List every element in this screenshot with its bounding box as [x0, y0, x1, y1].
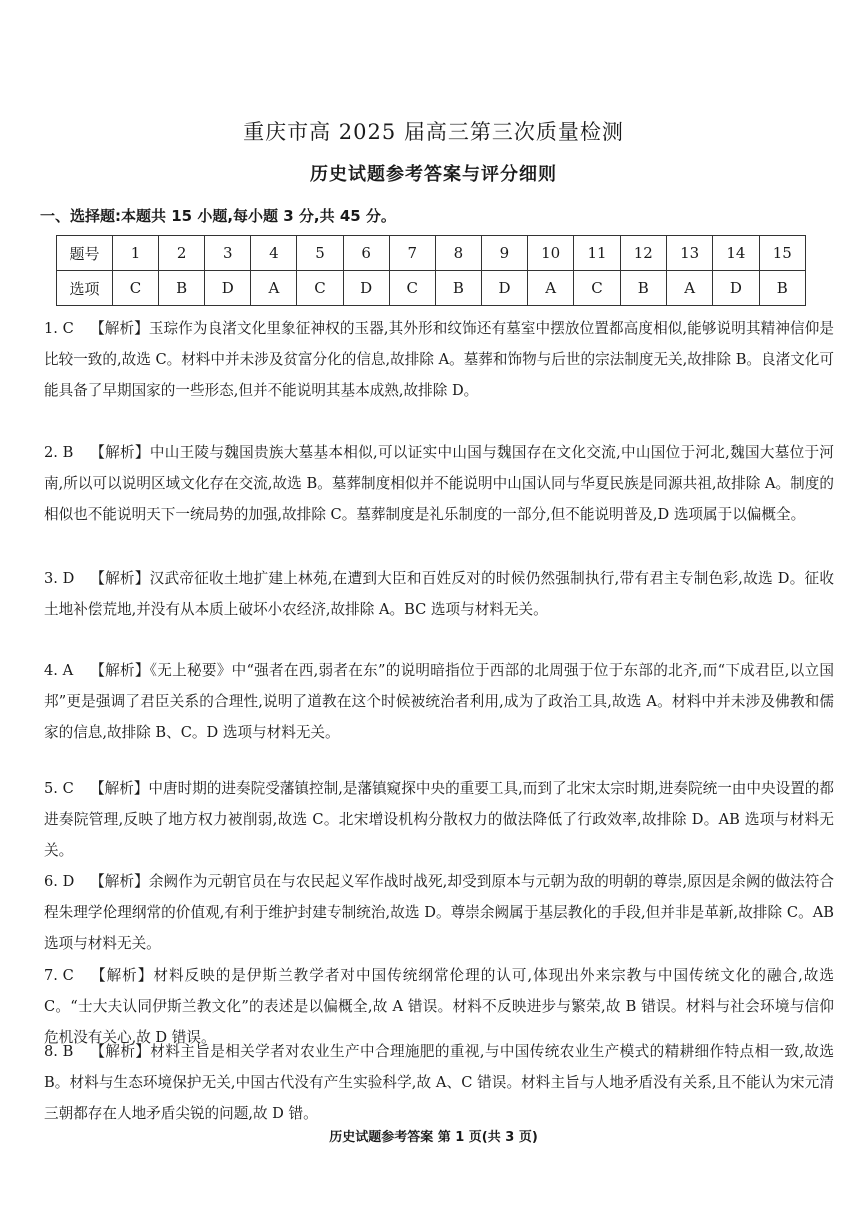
explanation-number: 3. D	[44, 570, 75, 587]
question-number-cell: 8	[435, 236, 481, 271]
answer-cell: A	[528, 271, 574, 306]
question-number-cell: 2	[159, 236, 205, 271]
answer-cell: B	[159, 271, 205, 306]
answer-cell: C	[112, 271, 158, 306]
explanation-item	[44, 313, 834, 406]
answer-cell: A	[251, 271, 297, 306]
answer-cell: C	[574, 271, 620, 306]
section-heading: 一、选择题:本题共 15 小题,每小题 3 分,共 45 分。	[40, 207, 396, 225]
answer-cell: D	[481, 271, 527, 306]
explanation-number: 4. A	[44, 662, 74, 679]
row-label-number: 题号	[57, 236, 113, 271]
explanation-text: 【解析】玉琮作为良渚文化里象征神权的玉器,其外形和纹饰还有墓室中摆放位置都高度相似,能够说明其精神信仰是比较一致的,故选 C。材料中并未涉及贫富分化的信息,故排除 A。墓葬和饰物与后世的宗法制度无关,故排除 B。良渚文化可能具备了早期国家的一些形态,但并不能说明其基本成熟,故排除 D。	[44, 320, 834, 399]
answer-cell: D	[343, 271, 389, 306]
question-number-cell: 13	[666, 236, 712, 271]
explanation-text: 【解析】中唐时期的进奏院受藩镇控制,是藩镇窥探中央的重要工具,而到了北宋太宗时期,进奏院统一由中央设置的都进奏院管理,反映了地方权力被削弱,故选 C。北宋增设机构分散权力的做法降低了行政效率,故排除 D。AB 选项与材料无关。	[44, 780, 834, 859]
answer-table	[56, 235, 806, 306]
explanation-text: 【解析】材料主旨是相关学者对农业生产中合理施肥的重视,与中国传统农业生产模式的精耕细作特点相一致,故选 B。材料与生态环境保护无关,中国古代没有产生实验科学,故 A、C 错误。材料主旨与人地矛盾没有关系,且不能认为宋元清三朝都存在人地矛盾尖锐的问题,故 D 错。	[44, 1043, 834, 1122]
page-footer: 历史试题参考答案 第 1 页(共 3 页)	[329, 1130, 538, 1145]
answer-cell: D	[713, 271, 759, 306]
question-number-cell: 5	[297, 236, 343, 271]
explanation-text: 【解析】材料反映的是伊斯兰教学者对中国传统纲常伦理的认可,体现出外来宗教与中国传统文化的融合,故选 C。“士大夫认同伊斯兰教文化”的表述是以偏概全,故 A 错误。材料不反映进步与繁荣,故 B 错误。材料与社会环境与信仰危机没有关心,故 D 错误。	[44, 967, 834, 1046]
explanation-number: 8. B	[44, 1043, 74, 1060]
answer-cell: C	[297, 271, 343, 306]
question-number-cell: 6	[343, 236, 389, 271]
answer-cell: B	[620, 271, 666, 306]
row-label-option: 选项	[57, 271, 113, 306]
explanation-number: 1. C	[44, 320, 74, 337]
question-number-cell: 14	[713, 236, 759, 271]
explanation-item	[44, 655, 834, 748]
explanation-item	[44, 437, 834, 530]
question-number-cell: 10	[528, 236, 574, 271]
explanation-text: 【解析】中山王陵与魏国贵族大墓基本相似,可以证实中山国与魏国存在文化交流,中山国位于河北,魏国大墓位于河南,所以可以说明区域文化存在交流,故选 B。墓葬制度相似并不能说明中山国认同与华夏民族是同源共祖,故排除 A。制度的相似也不能说明天下一统局势的加强,故排除 C。墓葬制度是礼乐制度的一部分,但不能说明普及,D 选项属于以偏概全。	[44, 444, 834, 523]
explanation-text: 【解析】余阙作为元朝官员在与农民起义军作战时战死,却受到原本与元朝为敌的明朝的尊崇,原因是余阙的做法符合程朱理学伦理纲常的价值观,有利于维护封建专制统治,故选 D。尊崇余阙属于基层教化的手段,但并非是革新,故排除 C。AB 选项与材料无关。	[44, 873, 834, 952]
explanation-text: 【解析】汉武帝征收土地扩建上林苑,在遭到大臣和百姓反对的时候仍然强制执行,带有君主专制色彩,故选 D。征收土地补偿荒地,并没有从本质上破坏小农经济,故排除 A。BC 选项与材料无关。	[44, 570, 834, 618]
explanation-number: 5. C	[44, 780, 74, 797]
explanation-item	[44, 773, 834, 866]
answer-cell: B	[759, 271, 805, 306]
explanation-number: 2. B	[44, 444, 74, 461]
answer-cell: D	[205, 271, 251, 306]
explanation-text: 【解析】《无上秘要》中“强者在西,弱者在东”的说明暗指位于西部的北周强于位于东部的北齐,而“下成君臣,以立国邦”更是强调了君臣关系的合理性,说明了道教在这个时候被统治者利用,成为了政治工具,故选 A。材料中并未涉及佛教和儒家的信息,故排除 B、C。D 选项与材料无关。	[44, 662, 834, 741]
question-number-cell: 9	[481, 236, 527, 271]
exam-title: 重庆市高 2025 届高三第三次质量检测	[243, 120, 624, 144]
question-number-row	[57, 236, 806, 271]
document-subtitle: 历史试题参考答案与评分细则	[310, 164, 557, 185]
question-number-cell: 12	[620, 236, 666, 271]
question-number-cell: 4	[251, 236, 297, 271]
question-number-cell: 7	[389, 236, 435, 271]
explanation-item	[44, 563, 834, 625]
answer-cell: C	[389, 271, 435, 306]
explanation-item	[44, 866, 834, 959]
explanation-number: 6. D	[44, 873, 75, 890]
explanation-number: 7. C	[44, 967, 74, 984]
answer-cell: B	[435, 271, 481, 306]
question-number-cell: 11	[574, 236, 620, 271]
question-number-cell: 3	[205, 236, 251, 271]
question-number-cell: 1	[112, 236, 158, 271]
answer-option-row	[57, 271, 806, 306]
question-number-cell: 15	[759, 236, 805, 271]
explanation-item	[44, 1036, 834, 1129]
answer-cell: A	[666, 271, 712, 306]
